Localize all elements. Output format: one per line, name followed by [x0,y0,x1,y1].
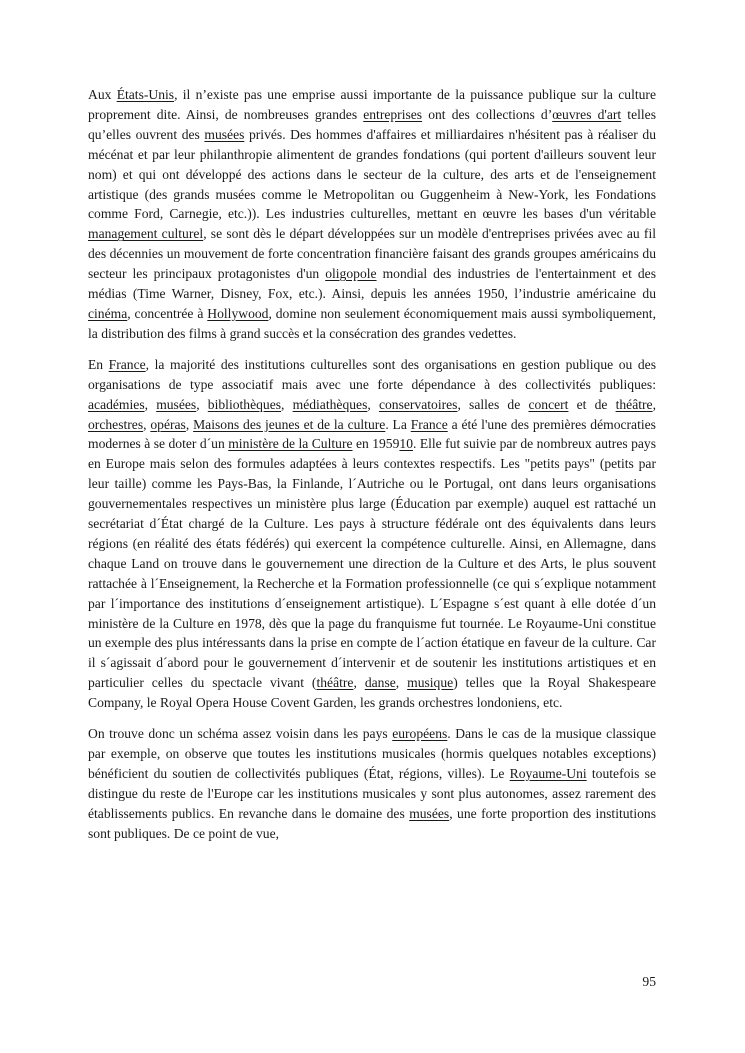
link-management-culturel[interactable]: management culturel [88,226,204,242]
paragraph-etats-unis: Aux États-Unis, il n’existe pas une emprise aussi importante de la puissance publique sur la culture proprement dite. Ainsi, de nombreuses grandes entreprises ont des collections d’œuvres d'art telles qu’elles ouvrent des musées privés. Des hommes d'affaires et milliardaires n'hésitent pas à réaliser du mécénat et par leur philanthropie alimentent de grandes fondations (qui portent d'ailleurs souvent leur nom) et qui ont développé des actions dans le secteur de la culture, des arts et de l'enseignement artistique (des grands musées comme le Metropolitan ou Guggenheim à New-York, les Fondations comme Ford, Carnegie, etc.)). Les industries culturelles, mettant en œuvre les bases d'un véritable management culturel, se sont dès le départ développées sur un modèle d'entreprises privées avec au fil des décennies un mouvement de forte concentration financière faisant des grands groupes américains du secteur les principaux protagonistes d'un oligopole mondial des industries de l'entertainment et des médias (Time Warner, Disney, Fox, etc.). Ainsi, depuis les années 1950, l’industrie américaine du cinéma, concentrée à Hollywood, domine non seulement économiquement mais aussi symboliquement, la distribution des films à grand succès et la consécration des grandes vedettes. [88,87,657,341]
link-cinema[interactable]: cinéma [88,305,128,321]
link-ministere-culture[interactable]: ministère de la Culture [228,436,353,452]
link-etats-unis[interactable]: États-Unis [116,87,175,102]
link-france[interactable]: France [410,416,448,432]
paragraph-europe: On trouve donc un schéma assez voisin dans les pays européens. Dans le cas de la musique classique par exemple, on observe que toutes les institutions musicales (hormis quelques notables exceptions) bénéficient du soutien de collectivités publiques (État, régions, villes). Le Royaume-Uni toutefois se distingue du reste de l'Europe car les institutions musicales y sont plus autonomes, assez rarement des établissements publics. En revanche dans le domaine des musées, une forte proportion des institutions sont publiques. De ce point de vue, [88,726,656,841]
link-danse[interactable]: danse [364,675,396,691]
page-number: 95 [642,974,656,989]
link-musees[interactable]: musées [409,805,450,821]
link-musees[interactable]: musées [156,396,197,412]
body-text [88,85,656,855]
link-europeens[interactable]: européens [392,726,448,742]
link-royaume-uni[interactable]: Royaume-Uni [509,765,587,781]
link-orchestres[interactable]: orchestres [88,416,144,432]
link-conservatoires[interactable]: conservatoires [378,396,458,412]
link-mediatheques[interactable]: médiathèques [292,396,368,412]
link-oligopole[interactable]: oligopole [325,266,377,282]
link-oeuvres-art[interactable]: œuvres d'art [552,106,622,122]
link-hollywood[interactable]: Hollywood [207,305,269,321]
link-entreprises[interactable]: entreprises [363,106,423,122]
footnote-ref-10[interactable]: 10 [399,436,413,452]
link-bibliotheques[interactable]: bibliothèques [207,396,282,412]
link-academies[interactable]: académies [88,396,145,412]
link-concert[interactable]: concert [528,396,569,412]
link-musees[interactable]: musées [204,126,245,142]
link-maisons-des-jeunes[interactable]: Maisons des jeunes et de la culture [193,416,386,432]
link-operas[interactable]: opéras [150,416,186,432]
link-france[interactable]: France [108,356,146,372]
link-musique[interactable]: musique [407,675,454,691]
link-theatre[interactable]: théâtre [615,396,653,412]
paragraph-france: En France, la majorité des institutions culturelles sont des organisations en gestion publique ou des organisations de type associatif mais avec une forte dépendance à des collectivités publiques: académies, musées, bibliothèques, médiathèques, conservatoires, salles de concert et de théâtre, orchestres, opéras, Maisons des jeunes et de la culture. La France a été l'une des premières démocraties modernes à se doter d´un ministère de la Culture en 195910. Elle fut suivie par de nombreux autres pays en Europe mais selon des formules adaptées à leurs contextes respectifs. Les "petits pays" (petits par leur taille) comme les Pays-Bas, la Finlande, l´Autriche ou le Portugal, ont dans leurs organisations gouvernementales respectives un ministère plus large (Éducation par exemple) auquel est rattaché un secrétariat d´État chargé de la Culture. Les pays à structure fédérale ont des équivalents dans leurs régions (en réalité des états fédérés) qui exercent la compétence culturelle. Ainsi, en Allemagne, dans chaque Land on trouve dans le gouvernement une direction de la Culture et des Arts, le plus souvent rattachée à l´Enseignement, la Recherche et la Formation professionnelle (ce qui s´explique notamment par l´importance des institutions d´enseignement artistique). L´Espagne s´est quant à elle dotée d´un ministère de la Culture en 1978, dès que la page du franquisme fut tournée. Le Royaume-Uni constitue un exemple des plus intéressants dans la prise en compte de l´action étatique en faveur de la culture. Car il s´agissait d´abord pour le gouvernement d´intervenir et de soutenir les institutions artistiques et en particulier celles du spectacle vivant (théâtre, danse, musique) telles que la Royal Shakespeare Company, le Royal Opera House Covent Garden, les grands orchestres londoniens, etc. [88,356,657,711]
link-theatre[interactable]: théâtre [316,675,354,691]
